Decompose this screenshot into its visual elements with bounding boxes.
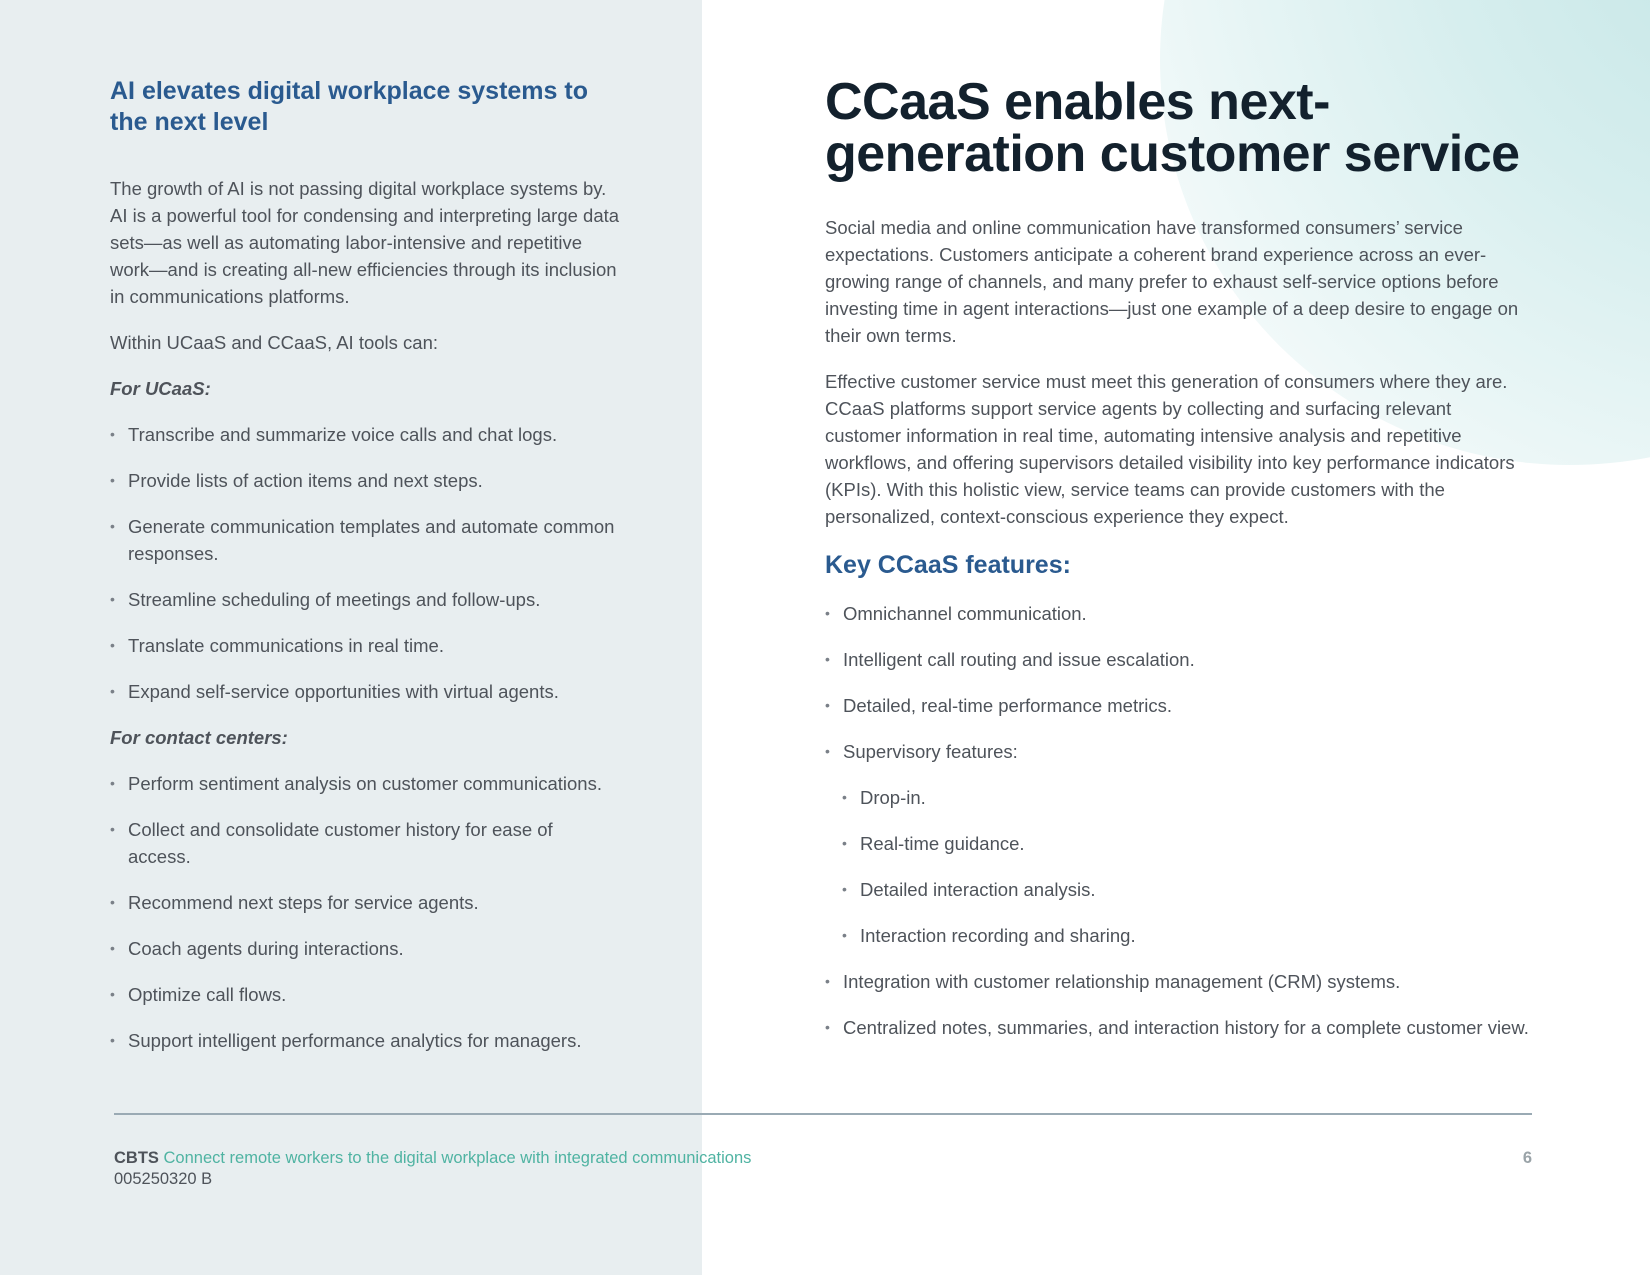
list-item: • Transcribe and summarize voice calls and chat logs. — [110, 421, 620, 448]
list-item: • Collect and consolidate customer history for ease of access. — [110, 816, 620, 870]
bullet-icon: • — [110, 683, 115, 699]
list-item: • Translate communications in real time. — [110, 632, 620, 659]
features-list — [825, 600, 1530, 765]
list-item: • Real-time guidance. — [842, 830, 1530, 857]
list-item: • Supervisory features: — [825, 738, 1530, 765]
list-item: • Detailed interaction analysis. — [842, 876, 1530, 903]
document-code: 005250320 B — [114, 1170, 213, 1188]
footer-brand: CBTS — [114, 1149, 159, 1167]
bullet-icon: • — [825, 651, 830, 667]
left-paragraph: The growth of AI is not passing digital workplace systems by. AI is a powerful tool for condensing and interpreting large data sets—as well as automating labor-intensive and repetitive work—and is creating all-new efficiencies through its inclusion in communications platforms. — [110, 178, 620, 307]
footer-tagline: Connect remote workers to the digital workplace with integrated communications — [163, 1149, 752, 1167]
bullet-icon: • — [825, 1019, 830, 1035]
bullet-icon: • — [110, 518, 115, 534]
right-paragraph: Effective customer service must meet this generation of consumers where they are. CCaaS platforms support service agents by collecting and surfacing relevant customer information in real time, automating intensive analysis and repetitive workflows, and offering supervisors detailed visibility into key performance indicators (KPIs). With this holistic view, service teams can provide customers with the personalized, context-conscious experience they expect. — [825, 371, 1515, 527]
list-item: • Centralized notes, summaries, and interaction history for a complete customer view. — [825, 1014, 1530, 1041]
list-item: • Omnichannel communication. — [825, 600, 1530, 627]
right-paragraph: Social media and online communication have transformed consumers’ service expectations. Customers anticipate a coherent brand experience across an ever-growing range of channels, and many prefer to exhaust self-service options before investing time in agent interactions—just one example of a deep desire to engage on their own terms. — [825, 217, 1519, 346]
footer-title-line — [114, 1148, 751, 1169]
list-item: • Recommend next steps for service agents. — [110, 889, 620, 916]
list-item: • Expand self-service opportunities with virtual agents. — [110, 678, 620, 705]
list-item: • Streamline scheduling of meetings and follow-ups. — [110, 586, 620, 613]
bullet-icon: • — [110, 637, 115, 653]
list-item: • Intelligent call routing and issue escalation. — [825, 646, 1530, 673]
page-number: 6 — [1522, 1149, 1532, 1167]
bullet-icon: • — [825, 605, 830, 621]
list-item: • Perform sentiment analysis on customer communications. — [110, 770, 620, 797]
bullet-icon: • — [842, 881, 847, 897]
list-item: • Detailed, real-time performance metrics. — [825, 692, 1530, 719]
list-item: • Optimize call flows. — [110, 981, 620, 1008]
contact-centers-subheading: For contact centers: — [110, 727, 288, 748]
bullet-icon: • — [825, 697, 830, 713]
bullet-icon: • — [110, 591, 115, 607]
footer-divider — [114, 1113, 1532, 1115]
right-column — [825, 73, 1530, 1041]
list-item: • Coach agents during interactions. — [110, 935, 620, 962]
ucaas-subheading: For UCaaS: — [110, 378, 211, 399]
bullet-icon: • — [842, 835, 847, 851]
bullet-icon: • — [110, 775, 115, 791]
left-paragraph: Within UCaaS and CCaaS, AI tools can: — [110, 332, 439, 353]
bullet-icon: • — [825, 743, 830, 759]
bullet-icon: • — [110, 894, 115, 910]
bullet-icon: • — [110, 940, 115, 956]
bullet-icon: • — [110, 986, 115, 1002]
list-item: • Provide lists of action items and next steps. — [110, 467, 620, 494]
left-column — [110, 76, 620, 1054]
bullet-icon: • — [842, 789, 847, 805]
list-item: • Interaction recording and sharing. — [842, 922, 1530, 949]
bullet-icon: • — [110, 1032, 115, 1048]
list-item: • Integration with customer relationship management (CRM) systems. — [825, 968, 1530, 995]
bullet-icon: • — [842, 927, 847, 943]
list-item: • Support intelligent performance analytics for managers. — [110, 1027, 620, 1054]
features-list-continued — [825, 968, 1530, 1041]
contact-centers-list — [110, 770, 620, 1054]
bullet-icon: • — [110, 821, 115, 837]
bullet-icon: • — [825, 973, 830, 989]
bullet-icon: • — [110, 426, 115, 442]
left-heading: AI elevates digital workplace systems to the next level — [110, 77, 588, 136]
list-item: • Drop-in. — [842, 784, 1530, 811]
bullet-icon: • — [110, 472, 115, 488]
ucaas-list — [110, 421, 620, 705]
list-item: • Generate communication templates and automate common responses. — [110, 513, 620, 567]
footer — [114, 1148, 751, 1190]
features-heading: Key CCaaS features: — [825, 551, 1071, 579]
supervisory-sublist — [825, 784, 1530, 949]
page-title: CCaaS enables next-generation customer service — [825, 73, 1520, 183]
